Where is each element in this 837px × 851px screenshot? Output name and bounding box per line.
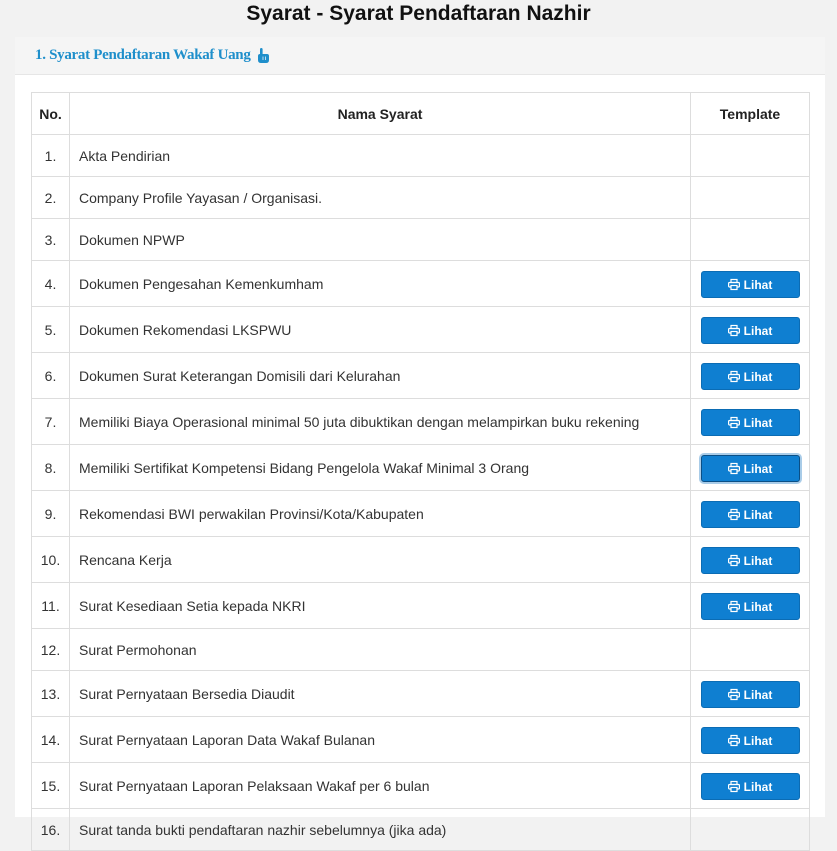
row-number: 15. — [32, 763, 70, 809]
row-number: 16. — [32, 809, 70, 851]
template-cell — [691, 177, 810, 219]
template-cell — [691, 219, 810, 261]
print-icon — [728, 781, 744, 792]
section-heading[interactable] — [15, 37, 825, 75]
hand-pointing-down-icon — [257, 47, 270, 64]
lihat-button-label: Lihat — [743, 779, 773, 794]
template-cell — [691, 307, 810, 353]
print-icon — [728, 371, 744, 382]
table-row — [32, 537, 810, 583]
lihat-button-label: Lihat — [743, 277, 773, 292]
section-heading-label: 1. Syarat Pendaftaran Wakaf Uang — [35, 47, 251, 63]
table-row — [32, 671, 810, 717]
template-cell — [691, 671, 810, 717]
requirement-name: Dokumen Surat Keterangan Domisili dari Kelurahan — [70, 353, 691, 399]
row-number: 3. — [32, 219, 70, 261]
requirement-name: Surat Kesediaan Setia kepada NKRI — [70, 583, 691, 629]
lihat-button-label: Lihat — [743, 415, 773, 430]
lihat-button[interactable] — [701, 593, 800, 620]
requirement-name: Surat Permohonan — [70, 629, 691, 671]
row-number: 9. — [32, 491, 70, 537]
row-number: 1. — [32, 135, 70, 177]
requirement-name: Memiliki Sertifikat Kompetensi Bidang Pengelola Wakaf Minimal 3 Orang — [70, 445, 691, 491]
lihat-button[interactable] — [701, 271, 800, 298]
lihat-button-label: Lihat — [743, 507, 773, 522]
requirement-name: Surat tanda bukti pendaftaran nazhir sebelumnya (jika ada) — [70, 809, 691, 851]
table-row — [32, 307, 810, 353]
lihat-button-label: Lihat — [743, 599, 773, 614]
print-icon — [728, 601, 744, 612]
lihat-button[interactable] — [701, 363, 800, 390]
row-number: 11. — [32, 583, 70, 629]
row-number: 2. — [32, 177, 70, 219]
column-header-template: Template — [691, 93, 810, 135]
template-cell — [691, 261, 810, 307]
requirements-panel — [15, 37, 825, 838]
row-number: 10. — [32, 537, 70, 583]
requirement-name: Surat Pernyataan Laporan Pelaksaan Wakaf per 6 bulan — [70, 763, 691, 809]
table-row — [32, 353, 810, 399]
table-row — [32, 177, 810, 219]
requirement-name: Akta Pendirian — [70, 135, 691, 177]
lihat-button-label: Lihat — [743, 553, 773, 568]
table-row — [32, 399, 810, 445]
template-cell — [691, 629, 810, 671]
print-icon — [728, 463, 744, 474]
print-icon — [728, 735, 744, 746]
template-cell — [691, 717, 810, 763]
table-row — [32, 763, 810, 809]
requirement-name: Surat Pernyataan Laporan Data Wakaf Bulanan — [70, 717, 691, 763]
template-cell — [691, 583, 810, 629]
column-header-no: No. — [32, 93, 70, 135]
column-header-nama-syarat: Nama Syarat — [70, 93, 691, 135]
table-row — [32, 135, 810, 177]
table-row — [32, 717, 810, 763]
lihat-button-label: Lihat — [743, 733, 773, 748]
row-number: 8. — [32, 445, 70, 491]
lihat-button[interactable] — [701, 501, 800, 528]
print-icon — [728, 509, 744, 520]
lihat-button-label: Lihat — [743, 323, 773, 338]
requirements-table — [31, 92, 810, 851]
row-number: 12. — [32, 629, 70, 671]
row-number: 6. — [32, 353, 70, 399]
table-row — [32, 219, 810, 261]
requirement-name: Surat Pernyataan Bersedia Diaudit — [70, 671, 691, 717]
row-number: 14. — [32, 717, 70, 763]
template-cell — [691, 353, 810, 399]
table-row — [32, 809, 810, 851]
template-cell — [691, 399, 810, 445]
requirement-name: Dokumen NPWP — [70, 219, 691, 261]
print-icon — [728, 417, 744, 428]
requirement-name: Company Profile Yayasan / Organisasi. — [70, 177, 691, 219]
requirement-name: Memiliki Biaya Operasional minimal 50 juta dibuktikan dengan melampirkan buku rekening — [70, 399, 691, 445]
table-row — [32, 583, 810, 629]
lihat-button[interactable] — [701, 547, 800, 574]
table-row — [32, 445, 810, 491]
template-cell — [691, 135, 810, 177]
print-icon — [728, 689, 744, 700]
requirement-name: Rencana Kerja — [70, 537, 691, 583]
requirement-name: Dokumen Pengesahan Kemenkumham — [70, 261, 691, 307]
table-row — [32, 629, 810, 671]
template-cell — [691, 809, 810, 851]
lihat-button-label: Lihat — [743, 461, 773, 476]
print-icon — [728, 555, 744, 566]
template-cell — [691, 537, 810, 583]
lihat-button-label: Lihat — [743, 369, 773, 384]
lihat-button[interactable] — [701, 317, 800, 344]
lihat-button[interactable] — [701, 409, 800, 436]
table-row — [32, 261, 810, 307]
template-cell — [691, 445, 810, 491]
row-number: 7. — [32, 399, 70, 445]
lihat-button[interactable] — [701, 773, 800, 800]
print-icon — [728, 325, 744, 336]
template-cell — [691, 763, 810, 809]
template-cell — [691, 491, 810, 537]
lihat-button[interactable] — [701, 681, 800, 708]
print-icon — [728, 279, 744, 290]
row-number: 4. — [32, 261, 70, 307]
page-title: Syarat - Syarat Pendaftaran Nazhir — [246, 2, 591, 25]
requirement-name: Dokumen Rekomendasi LKSPWU — [70, 307, 691, 353]
table-row — [32, 491, 810, 537]
row-number: 5. — [32, 307, 70, 353]
lihat-button[interactable] — [701, 727, 800, 754]
lihat-button-label: Lihat — [743, 687, 773, 702]
lihat-button[interactable] — [701, 455, 800, 482]
requirement-name: Rekomendasi BWI perwakilan Provinsi/Kota/Kabupaten — [70, 491, 691, 537]
row-number: 13. — [32, 671, 70, 717]
